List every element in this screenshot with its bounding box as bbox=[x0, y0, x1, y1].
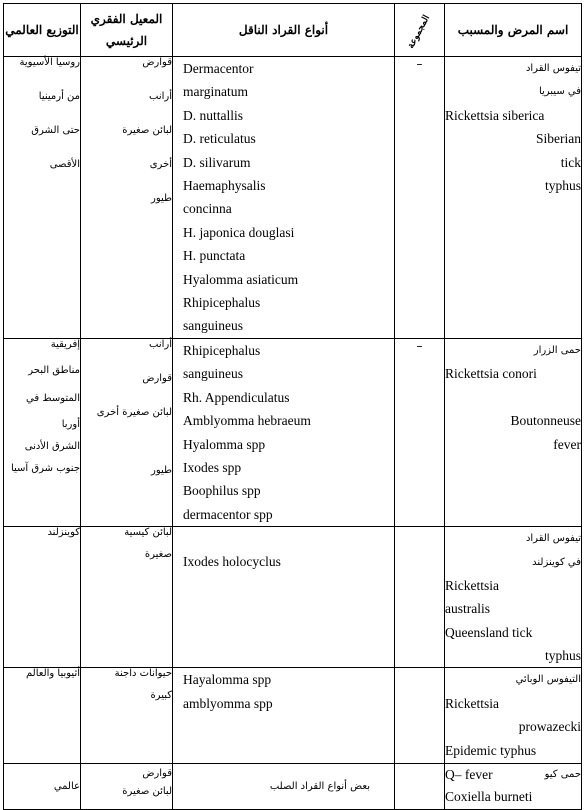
group-cell: – bbox=[395, 339, 445, 527]
distribution-cell: إفريقية مناطق البحر المتوسط في أوربا الشرق الأدنى جنوب شرق آسيا bbox=[4, 339, 81, 527]
disease-cell: تيفوس القراد في كوينزلند Rickettsia australis Queensland tick typhus bbox=[445, 527, 582, 668]
distribution-cell: روسيا الأسيوية من أرمينيا حتى الشرق الأقصى bbox=[4, 57, 81, 339]
table-row bbox=[4, 57, 582, 339]
header-row bbox=[4, 4, 582, 57]
disease-cell: تيفوس القراد في سيبريا Rickettsia siberica Siberian tick typhus bbox=[445, 57, 582, 339]
header-vectors: أنواع القراد الناقل bbox=[173, 4, 395, 57]
disease-name-arabic: حمى كيو bbox=[544, 769, 581, 781]
group-cell: – bbox=[395, 57, 445, 339]
group-cell bbox=[395, 764, 445, 810]
host-cell: قوارض لبائن صغيرة bbox=[81, 764, 173, 810]
disease-cell: التيفوس الوبائي Rickettsia prowazecki Epidemic typhus bbox=[445, 668, 582, 764]
group-cell bbox=[395, 527, 445, 668]
vectors-cell: بعض أنواع القراد الصلب bbox=[173, 764, 395, 810]
host-cell: أرانب قوارض لبائن صغيرة أخرى طيور bbox=[81, 339, 173, 527]
table-row bbox=[4, 668, 582, 764]
distribution-cell: عالمي bbox=[4, 764, 81, 810]
distribution-cell: أثيوبيا والعالم bbox=[4, 668, 81, 764]
disease-table bbox=[3, 3, 582, 810]
table-row bbox=[4, 527, 582, 668]
vectors-cell: Dermacentor marginatum D. nuttallis D. reticulatus D. silivarum Haemaphysalis concinna H. japonica douglasi H. punctata Hyalomma asiaticum Rhipicephalus sanguineus bbox=[173, 57, 395, 339]
vectors-cell: Ixodes holocyclus bbox=[173, 527, 395, 668]
table-row bbox=[4, 339, 582, 527]
header-distribution: التوزيع العالمي bbox=[4, 4, 81, 57]
vectors-cell: Hayalomma spp amblyomma spp bbox=[173, 668, 395, 764]
host-cell: لبائن كيسية صغيرة bbox=[81, 527, 173, 668]
disease-cell: حمى الزرار Rickettsia conori Boutonneuse fever bbox=[445, 339, 582, 527]
disease-cell: Q– fever حمى كيو Coxiella burneti bbox=[445, 764, 582, 810]
distribution-cell: كوينزلند bbox=[4, 527, 81, 668]
vectors-cell: Rhipicephalus sanguineus Rh. Appendiculatus Amblyomma hebraeum Hyalomma spp Ixodes spp Boophilus spp dermacentor spp bbox=[173, 339, 395, 527]
group-cell bbox=[395, 668, 445, 764]
header-group: المجموعة bbox=[395, 4, 445, 57]
host-cell: قوارض أرانب لبائن صغيرة أخرى طيور bbox=[81, 57, 173, 339]
header-host: المعيل الفقري الرئيسي bbox=[81, 4, 173, 57]
disease-name-latin: Q– fever bbox=[445, 767, 493, 783]
header-disease: اسم المرض والمسبب bbox=[445, 4, 582, 57]
host-cell: حيوانات داجنة كبيرة bbox=[81, 668, 173, 764]
table-row bbox=[4, 764, 582, 810]
